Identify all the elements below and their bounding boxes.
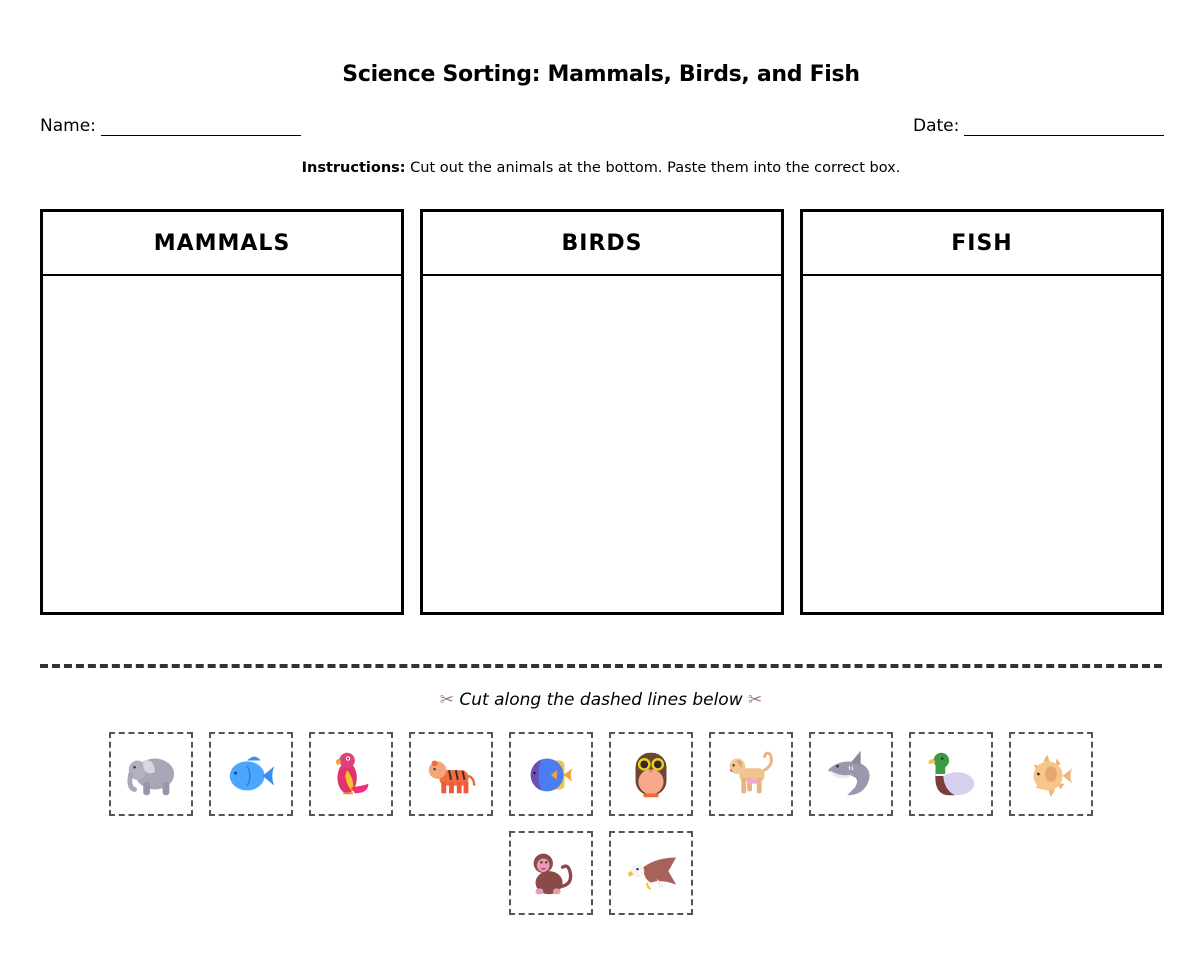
cut-note [0, 690, 1202, 710]
animal-card-tiger[interactable] [409, 732, 493, 816]
animal-card-tropical-fish[interactable] [509, 732, 593, 816]
fish-box [800, 209, 1164, 615]
mammals-drop-area[interactable] [43, 276, 401, 612]
name-field [40, 116, 301, 136]
sorting-boxes [40, 209, 1164, 615]
name-blank-line[interactable] [101, 120, 301, 136]
animal-card-fish[interactable] [209, 732, 293, 816]
date-label: Date: [913, 116, 960, 136]
elephant-icon [122, 745, 180, 803]
duck-icon [922, 745, 980, 803]
birds-header: BIRDS [423, 212, 781, 276]
mammals-header: MAMMALS [43, 212, 401, 276]
owl-icon [622, 745, 680, 803]
cut-divider-line [40, 664, 1162, 668]
scissors-icon: ✂ [439, 690, 454, 710]
instructions [0, 160, 1202, 176]
animal-card-elephant[interactable] [109, 732, 193, 816]
dog-icon [722, 745, 780, 803]
instructions-text: Cut out the animals at the bottom. Paste them into the correct box. [405, 160, 901, 176]
date-field [913, 116, 1164, 136]
worksheet-title: Science Sorting: Mammals, Birds, and Fish [342, 62, 860, 87]
tiger-icon [422, 745, 480, 803]
monkey-icon [522, 844, 580, 902]
cut-note-text: Cut along the dashed lines below [459, 690, 743, 710]
date-blank-line[interactable] [964, 120, 1164, 136]
scissors-icon: ✂ [748, 690, 763, 710]
animal-card-monkey[interactable] [509, 831, 593, 915]
animal-card-eagle[interactable] [609, 831, 693, 915]
birds-box [420, 209, 784, 615]
fish-header: FISH [803, 212, 1161, 276]
instructions-heading: Instructions: [301, 160, 406, 176]
fish-icon [222, 745, 280, 803]
animal-card-shark[interactable] [809, 732, 893, 816]
animal-card-blowfish[interactable] [1009, 732, 1093, 816]
animal-card-owl[interactable] [609, 732, 693, 816]
parrot-icon [322, 745, 380, 803]
animal-card-duck[interactable] [909, 732, 993, 816]
blowfish-icon [1022, 745, 1080, 803]
mammals-box [40, 209, 404, 615]
shark-icon [822, 745, 880, 803]
tropical-fish-icon [522, 745, 580, 803]
birds-drop-area[interactable] [423, 276, 781, 612]
animal-cards [64, 732, 1138, 915]
name-label: Name: [40, 116, 96, 136]
eagle-icon [622, 844, 680, 902]
fish-drop-area[interactable] [803, 276, 1161, 612]
animal-card-dog[interactable] [709, 732, 793, 816]
animal-card-parrot[interactable] [309, 732, 393, 816]
